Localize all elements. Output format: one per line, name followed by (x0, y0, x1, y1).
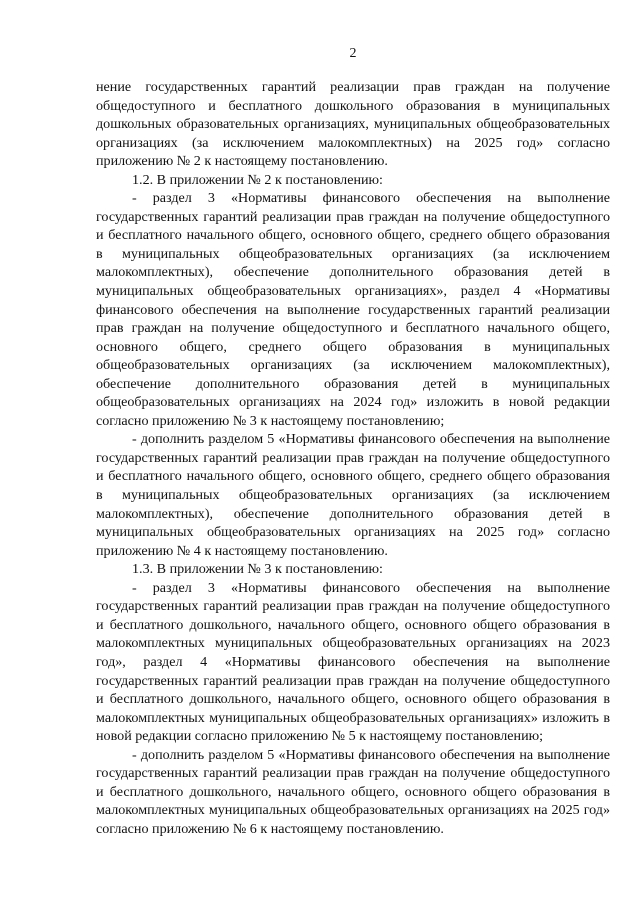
paragraph-item-1-3-section-3: - раздел 3 «Нормативы финансового обеспечения на выполнение государственных гарантий реализации прав граждан на получение общедоступного и бесплатного дошкольного, начального общего, основного общего образования в малокомплектных муниципальных общеобразовательных организациях на 2023 год», раздел 4 «Нормативы финансового обеспечения на выполнение государственных гарантий реализации прав граждан на получение общедоступного и бесплатного дошкольного, начального общего, основного общего образования в малокомплектных муниципальных общеобразовательных организациях» изложить в новой редакции согласно приложению № 5 к настоящему постановлению; (96, 579, 610, 745)
paragraph-item-1-2-heading: 1.2. В приложении № 2 к постановлению: (132, 171, 383, 188)
paragraph-item-1-3-heading: 1.3. В приложении № 3 к постановлению: (132, 561, 383, 578)
paragraph-item-1-3-section-5: - дополнить разделом 5 «Нормативы финансового обеспечения на выполнение государственных гарантий реализации прав граждан на получение общедоступного и бесплатного дошкольного, начального общего, основного общего образования в малокомплектных муниципальных общеобразовательных организациях на 2025 год» согласно приложению № 6 к настоящему постановлению. (96, 746, 610, 837)
paragraph-item-1-2-section-3: - раздел 3 «Нормативы финансового обеспечения на выполнение государственных гарантий реализации прав граждан на получение общедоступного и бесплатного начального общего, основного общего, среднего общего образования в муниципальных общеобразовательных организациях (за исключением малокомплектных), обеспечение дополнительного образования детей в муниципальных общеобразовательных организациях», раздел 4 «Нормативы финансового обеспечения на выполнение государственных гарантий реализации прав граждан на получение общедоступного и бесплатного начального общего, основного общего, среднего общего образования в муниципальных общеобразовательных организациях (за исключением малокомплектных), обеспечение дополнительного образования детей в муниципальных общеобразовательных организациях на 2024 год» изложить в новой редакции согласно приложению № 3 к настоящему постановлению; (96, 190, 610, 429)
page-number: 2 (349, 46, 357, 61)
paragraph-item-1-2-section-5: - дополнить разделом 5 «Нормативы финансового обеспечения на выполнение государственных гарантий реализации прав граждан на получение общедоступного и бесплатного начального общего, основного общего, среднего общего образования в муниципальных общеобразовательных организациях (за исключением малокомплектных), обеспечение дополнительного образования детей в муниципальных общеобразовательных организациях на 2025 год» согласно приложению № 4 к настоящему постановлению. (96, 431, 610, 559)
paragraph-continuation: нение государственных гарантий реализации прав граждан на получение общедоступного и бесплатного дошкольного образования в муниципальных дошкольных образовательных организациях, муниципальных общеобразовательных организациях (за исключением малокомплектных) на 2025 год» согласно приложению № 2 к настоящему постановлению. (96, 79, 610, 170)
